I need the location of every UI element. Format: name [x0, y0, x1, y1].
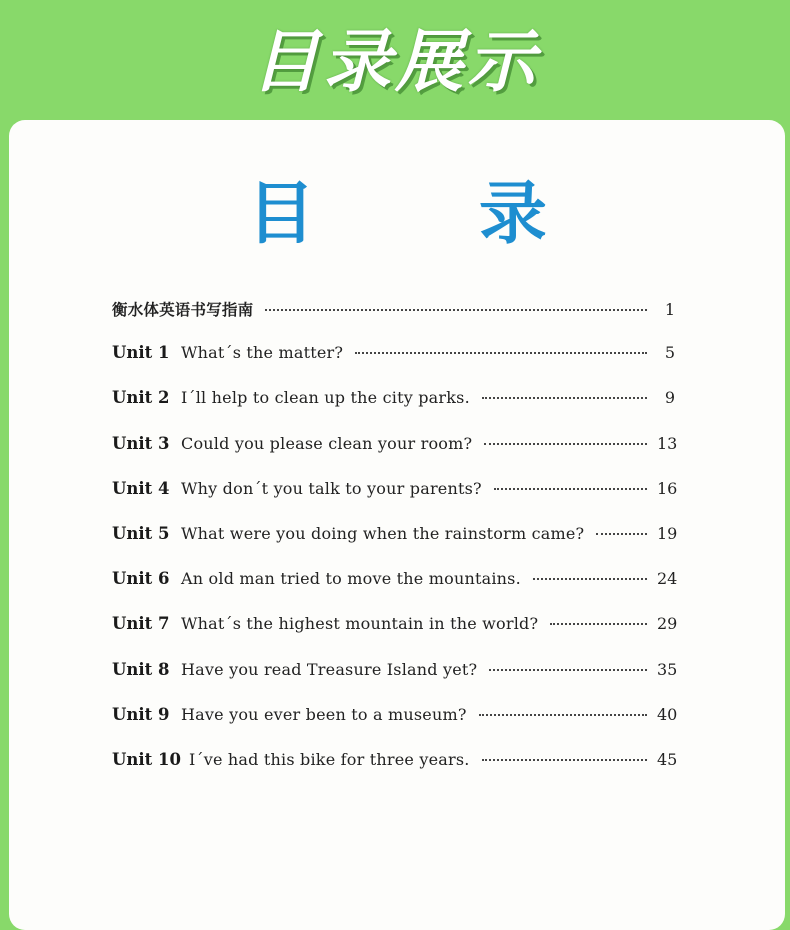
- toc-title: Have you ever been to a museum?: [181, 704, 467, 724]
- toc-title: What were you doing when the rainstorm came?: [181, 523, 585, 543]
- toc-unit-label: Unit 6: [112, 569, 170, 589]
- toc-title: 衡水体英语书写指南: [112, 301, 254, 319]
- toc-unit-label: Unit 1: [112, 343, 170, 363]
- toc-leader: [482, 397, 647, 399]
- toc-leader: [494, 488, 647, 490]
- toc-page: 19: [657, 523, 678, 543]
- toc-page: 29: [657, 614, 678, 634]
- toc-page: 16: [657, 478, 678, 498]
- toc-unit-label: Unit 4: [112, 478, 170, 498]
- toc-row-unit-2: [112, 388, 675, 433]
- contents-card: [9, 120, 785, 930]
- toc-leader: [479, 714, 647, 716]
- toc-title: I´ve had this bike for three years.: [189, 749, 470, 769]
- toc-page: 13: [657, 433, 678, 453]
- toc-unit-label: Unit 5: [112, 523, 170, 543]
- toc-page: 24: [657, 569, 678, 589]
- toc-row-unit-5: [112, 523, 678, 569]
- toc-row-unit-7: [112, 614, 678, 659]
- toc-row-unit-6: [112, 569, 678, 614]
- toc-leader: [533, 578, 647, 580]
- toc-row-intro: [112, 298, 675, 343]
- toc-heading: 目 录: [247, 175, 617, 254]
- banner: [0, 0, 790, 118]
- toc-leader: [355, 352, 647, 354]
- toc-leader: [482, 759, 647, 761]
- toc-leader: [484, 443, 647, 445]
- toc-page: 5: [664, 343, 675, 363]
- toc-row-unit-9: [112, 704, 678, 750]
- toc-unit-label: Unit 9: [112, 704, 170, 724]
- toc-unit-label: Unit 10: [112, 749, 181, 769]
- toc-page: 9: [664, 388, 675, 408]
- toc-title: Have you read Treasure Island yet?: [181, 659, 478, 679]
- toc-leader: [265, 309, 647, 311]
- toc-title: An old man tried to move the mountains.: [181, 569, 521, 589]
- banner-title: 目录展示: [250, 22, 539, 102]
- toc-row-unit-8: [112, 659, 678, 705]
- toc-row-unit-1: [112, 343, 675, 388]
- toc-row-unit-10: [112, 749, 678, 795]
- toc-page: 35: [657, 659, 678, 679]
- toc-row-unit-3: [112, 433, 678, 479]
- toc-title: Why don´t you talk to your parents?: [181, 478, 482, 498]
- toc-page: 1: [664, 300, 675, 319]
- toc-title: I´ll help to clean up the city parks.: [181, 388, 470, 408]
- toc-title: What´s the matter?: [181, 343, 344, 363]
- toc-leader: [550, 623, 647, 625]
- toc-unit-label: Unit 8: [112, 659, 170, 679]
- toc-leader: [489, 669, 647, 671]
- toc-leader: [596, 533, 647, 535]
- toc-unit-label: Unit 2: [112, 388, 170, 408]
- toc-unit-label: Unit 7: [112, 614, 170, 634]
- toc-page: 45: [657, 749, 678, 769]
- toc-row-unit-4: [112, 478, 678, 524]
- toc-list: [112, 298, 678, 795]
- toc-page: 40: [657, 704, 678, 724]
- toc-unit-label: Unit 3: [112, 433, 170, 453]
- toc-title: What´s the highest mountain in the world?: [181, 614, 539, 634]
- toc-title: Could you please clean your room?: [181, 433, 473, 453]
